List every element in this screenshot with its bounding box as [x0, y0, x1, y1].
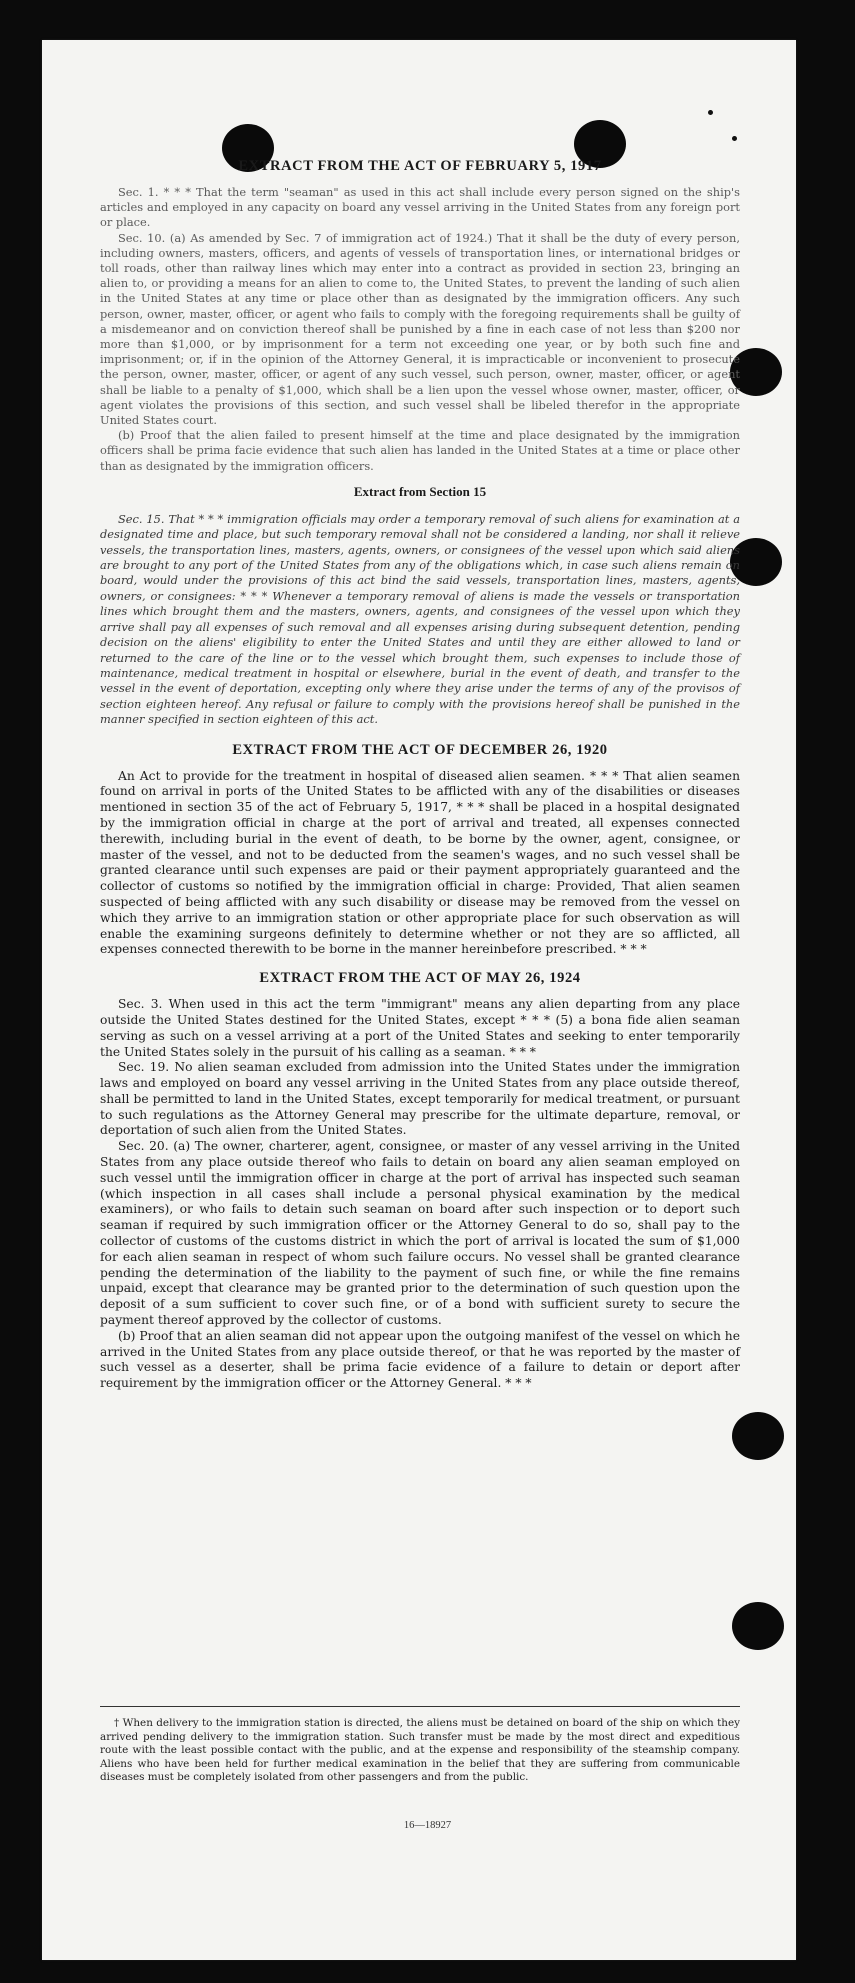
ink-speck	[708, 110, 713, 115]
ink-speck	[732, 136, 737, 141]
footnote-text: † When delivery to the immigration station is directed, the aliens must be detained on board of the ship on which they arrived pending delivery to the immigration station. Such transfer must be made by the most direct and expeditious route with the least possible contact with the public, and at the expense and responsibility of the steamship company. Aliens who have been held for further medical examination in the belief that they are suffering from communicable diseases must be completely isolated from other passengers and from the public.	[100, 1717, 740, 1784]
paragraph: (b) Proof that an alien seaman did not appear upon the outgoing manifest of the vessel on which he arrived in the United States from any place outside thereof, or that he was reported by the master of such vessel as a deserter, shall be prima facie evidence of a failure to detain or deport after requirement by the immigration officer or the Attorney General. * * *	[100, 1328, 740, 1391]
heading-section-15: Extract from Section 15	[353, 483, 487, 499]
page-number: 16—18927	[403, 1820, 452, 1831]
footnote	[100, 1706, 740, 1785]
section-1917	[100, 185, 740, 474]
paragraph: (b) Proof that the alien failed to present himself at the time and place designated by the immigration officers shall be prima facie evidence that such alien has landed in the United States at a time or place other than as designated by the immigration officers.	[100, 428, 740, 473]
section-1920	[100, 769, 740, 959]
paragraph: Sec. 15. That * * * immigration officials may order a temporary removal of such aliens for examination at a designated time and place, but such temporary removal shall not be considered a landing, nor shall it relieve vessels, the transportation lines, masters, agents, owners, or consignees of the vessel upon which said aliens are brought to any port of the United States from any of the obligations which, in case such aliens remain on board, would under the provisions of this act bind the said vessels, transportation lines, masters, agents, owners, or consignees: * * * Whenever a temporary removal of aliens is made the vessels or transportation lines which brought them and the masters, owners, agents, and consignees of the vessel upon which they arrive shall pay all expenses of such removal and all expenses arising during subsequent detention, pending decision on the aliens' eligibility to enter the United States and until they are either allowed to land or returned to the care of the line or to the vessel which brought them, such expenses to include those of maintenance, medical treatment in hospital or elsewhere, burial in the event of death, and transfer to the vessel in the event of deportation, excepting only where they arise under the terms of any of the provisos of section eighteen hereof. Any refusal or failure to comply with the provisions hereof shall be punished in the manner specified in section eighteen of this act.	[100, 511, 740, 727]
paragraph: Sec. 10. (a) As amended by Sec. 7 of immigration act of 1924.) That it shall be the duty of every person, including owners, masters, officers, and agents of vessels of transportation lines, or international bridges or toll roads, other than railway lines which may enter into a contract as provided in section 23, bringing an alien to, or providing a means for an alien to come to, the United States, to prevent the landing of such alien in the United States at any time or place other than as designated by the immigration officers. Any such person, owner, master, officer, or agent who fails to comply with the foregoing requirements shall be guilty of a misdemeanor and on conviction thereof shall be punished by a fine in each case of not less than $200 nor more than $1,000, or by imprisonment for a term not exceeding one year, or by both such fine and imprisonment; or, if in the opinion of the Attorney General, it is impracticable or inconvenient to prosecute the person, owner, master, officer, or agent of any such vessel, such person, owner, master, officer, or agent shall be liable to a penalty of $1,000, which shall be a lien upon the vessel whose owner, master, officer, or agent violates the provisions of this section, and such vessel shall be libeled therefor in the appropriate United States court.	[100, 230, 740, 428]
document-body	[100, 158, 740, 1392]
paragraph: Sec. 3. When used in this act the term "immigrant" means any alien departing from any place outside the United States destined for the United States, except * * * (5) a bona fide alien seaman serving as such on a vessel arriving at a port of the United States and seeking to enter temporarily the United States solely in the pursuit of his calling as a seaman. * * *	[100, 997, 740, 1059]
paragraph: An Act to provide for the treatment in hospital of diseased alien seamen. * * * That alien seamen found on arrival in ports of the United States to be afflicted with any of the disabilities or diseases mentioned in section 35 of the act of February 5, 1917, * * * shall be placed in a hospital designated by the immigration official in charge at the port of arrival and treated, all expenses connected therewith, including burial in the event of death, to be borne by the owner, agent, consignee, or master of the vessel, and not to be deducted from the seamen's wages, and no such vessel shall be granted clearance until such expenses are paid or their payment appropriately guaranteed and the collector of customs so notified by the immigration official in charge: Provided, That alien seamen suspected of being afflicted with any such disability or disease may be removed from the vessel on which they arrive to an immigration station or other appropriate place for such observation as will enable the examining surgeons definitely to determine whether or not they are so afflicted, all expenses connected therewith to be borne in the manner hereinbefore prescribed. * * *	[100, 768, 740, 957]
punch-hole	[732, 1602, 784, 1650]
section-1924	[100, 997, 740, 1392]
heading-act-1924: EXTRACT FROM THE ACT OF MAY 26, 1924	[259, 970, 581, 987]
paragraph: Sec. 1. * * * That the term "seaman" as used in this act shall include every person signed on the ship's articles and employed in any capacity on board any vessel arriving in the United States from any foreign port or place.	[100, 185, 740, 230]
punch-hole	[732, 1412, 784, 1460]
heading-act-1917: EXTRACT FROM THE ACT OF FEBRUARY 5, 1917	[238, 158, 602, 174]
paragraph: Sec. 19. No alien seaman excluded from admission into the United States under the immigration laws and employed on board any vessel arriving in the United States from any place outside thereof, shall be permitted to land in the United States, except temporarily for medical treatment, or pursuant to such regulations as the Attorney General may prescribe for the ultimate departure, removal, or deportation of such alien from the United States.	[100, 1060, 740, 1138]
heading-act-1920: EXTRACT FROM THE ACT OF DECEMBER 26, 1920	[232, 741, 608, 758]
paragraph: Sec. 20. (a) The owner, charterer, agent, consignee, or master of any vessel arriving in the United States from any place outside thereof who fails to detain on board any alien seaman employed on such vessel until the immigration officer in charge at the port of arrival has inspected such seaman (which inspection in all cases shall include a personal physical examination by the medical examiners), or who fails to detain such seaman on board after such inspection or to deport such seaman if required by such immigration officer or the Attorney General to do so, shall pay to the collector of customs of the customs district in which the port of arrival is located the sum of $1,000 for each alien seaman in respect of whom such failure occurs. No vessel shall be granted clearance pending the determination of the liability to the payment of such fine, or while the fine remains unpaid, except that clearance may be granted prior to the determination of such question upon the deposit of a sum sufficient to cover such fine, or of a bond with sufficient surety to secure the payment thereof approved by the collector of customs.	[100, 1139, 740, 1328]
section-15	[100, 512, 740, 728]
